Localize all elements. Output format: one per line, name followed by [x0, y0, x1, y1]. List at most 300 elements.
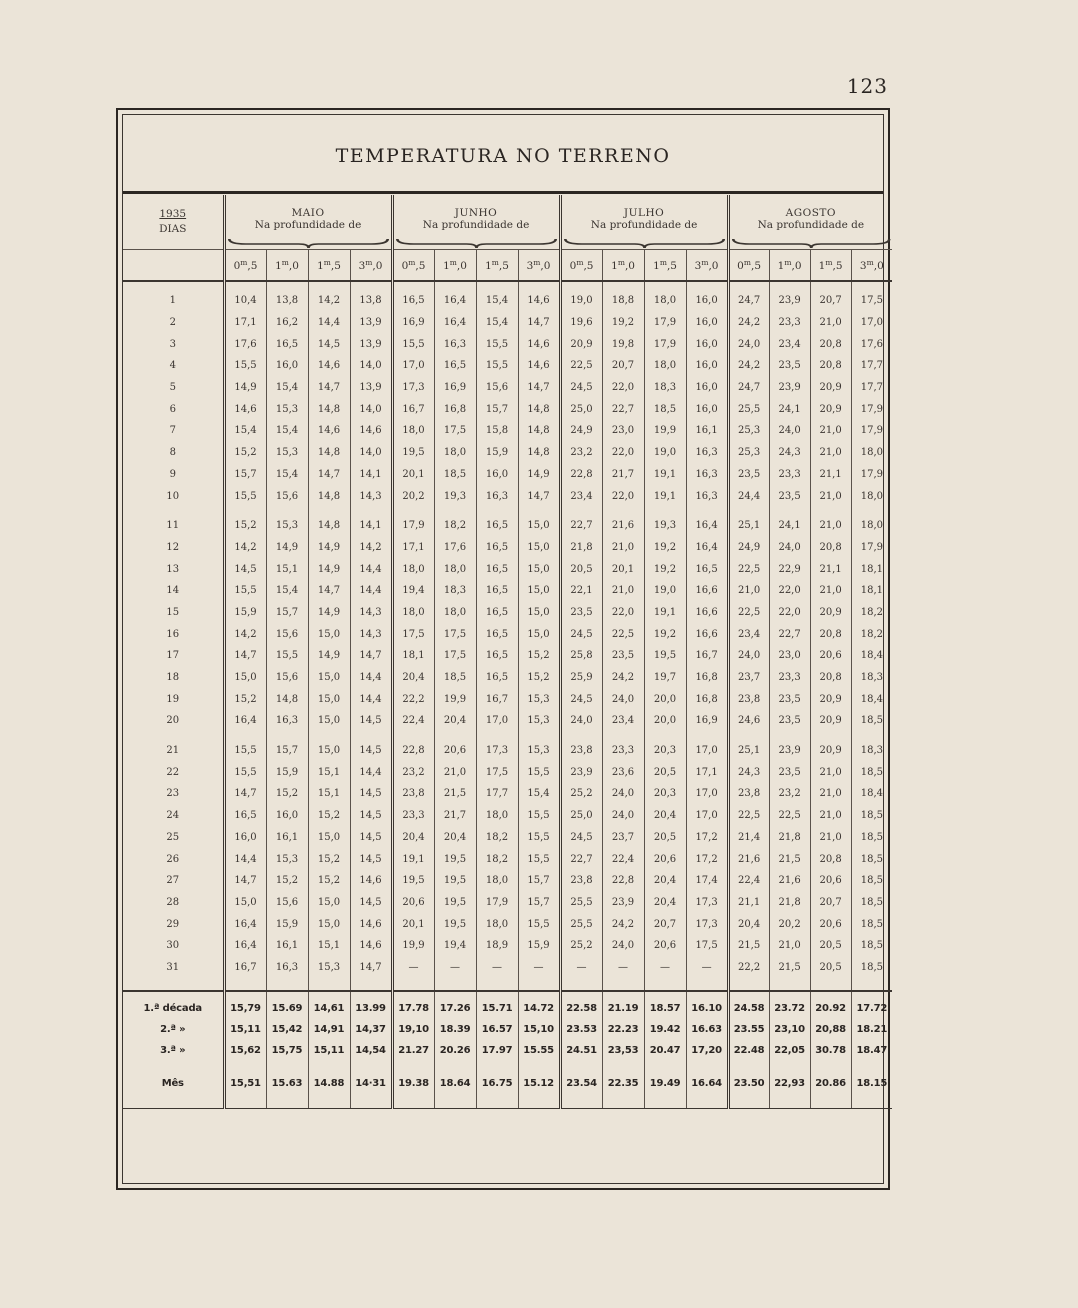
- day-cell: 11: [166, 520, 180, 532]
- temperature-cell: 19,5: [644, 645, 686, 667]
- temperature-cell: 24,4: [728, 485, 769, 507]
- spacer-cell: [769, 281, 810, 290]
- depth-unit: m: [825, 258, 833, 267]
- temperature-cell: 15,4: [266, 377, 308, 399]
- temperature-cell: 15,0: [224, 892, 266, 914]
- temperature-cell: 15,5: [266, 645, 308, 667]
- temperature-cell: 14,5: [350, 740, 392, 762]
- temperature-cell: 20,4: [644, 805, 686, 827]
- temperature-cell: 15,0: [308, 740, 350, 762]
- temperature-cell: 22,0: [602, 602, 644, 624]
- temperature-cell: 14,7: [224, 870, 266, 892]
- temperature-cell: 15,5: [518, 848, 560, 870]
- temperature-cell: 15,4: [518, 783, 560, 805]
- temperature-cell: 14,5: [350, 805, 392, 827]
- temperature-cell: 14,4: [350, 688, 392, 710]
- summary-row: [123, 1019, 892, 1040]
- temperature-cell: 15,5: [224, 580, 266, 602]
- temperature-cell: 21,0: [602, 580, 644, 602]
- temperature-cell: 18,5: [434, 464, 476, 486]
- depth-unit: m: [576, 258, 584, 267]
- temperature-cell: 14,6: [518, 290, 560, 312]
- spacer-cell: [434, 1094, 476, 1109]
- temperature-cell: 20,1: [392, 913, 434, 935]
- temperature-cell: 19,1: [644, 485, 686, 507]
- temperature-cell: 16,8: [686, 688, 728, 710]
- temperature-cell: 21,6: [769, 870, 810, 892]
- day-cell: 13: [166, 563, 180, 575]
- temperature-cell: 14,4: [224, 848, 266, 870]
- temperature-cell: 22,0: [769, 602, 810, 624]
- temperature-cell: 20,1: [602, 558, 644, 580]
- temperature-cell: 14,7: [518, 377, 560, 399]
- temperature-cell: 14,4: [350, 761, 392, 783]
- temperature-cell: 16,5: [266, 333, 308, 355]
- spacer-cell: [224, 1094, 266, 1109]
- day-cell: 4: [169, 360, 176, 372]
- temperature-cell: 16,4: [224, 935, 266, 957]
- summary-cell: 22,93: [769, 1073, 810, 1094]
- table-row: [123, 623, 892, 645]
- temperature-cell: 20,9: [810, 398, 851, 420]
- brace-icon: [560, 237, 728, 250]
- spacer-cell: [476, 281, 518, 290]
- temperature-cell: 16,0: [476, 464, 518, 486]
- spacer-cell: [602, 978, 644, 991]
- temperature-cell: 14,0: [350, 398, 392, 420]
- temperature-cell: 21,0: [810, 312, 851, 334]
- spacer-cell: [810, 732, 851, 740]
- depth-whole: 0: [569, 260, 577, 272]
- temperature-cell: 23,9: [769, 377, 810, 399]
- temperature-cell: 23,8: [560, 740, 602, 762]
- day-cell: 18: [166, 672, 180, 684]
- temperature-cell: 16,5: [434, 355, 476, 377]
- depth-unit: m: [240, 258, 248, 267]
- temperature-cell: 19,4: [392, 580, 434, 602]
- brace-icon: [392, 237, 560, 250]
- temperature-cell: 20,8: [810, 333, 851, 355]
- temperature-cell: 16,1: [686, 420, 728, 442]
- summary-cell: 14,54: [350, 1040, 392, 1061]
- depth-whole: 1: [485, 260, 492, 272]
- table-row: [123, 710, 892, 732]
- temperature-cell: 19,5: [392, 442, 434, 464]
- spacer-cell: [769, 507, 810, 515]
- depth-unit: m: [866, 258, 874, 267]
- temperature-cell: 18,5: [851, 870, 892, 892]
- day-cell: 1: [169, 295, 176, 307]
- temperature-cell: 23,5: [769, 355, 810, 377]
- temperature-cell: 24,0: [602, 935, 644, 957]
- table-row: [123, 398, 892, 420]
- brace-icon: [728, 237, 892, 250]
- temperature-cell: 22,7: [769, 623, 810, 645]
- temperature-cell: 17,9: [644, 312, 686, 334]
- temperature-cell: 15,6: [266, 667, 308, 689]
- depth-column-header: [224, 250, 266, 282]
- day-cell: 15: [166, 606, 180, 618]
- temperature-cell: 20,6: [810, 870, 851, 892]
- temperature-cell: 14,7: [308, 464, 350, 486]
- temperature-cell: 23,2: [769, 783, 810, 805]
- summary-cell: 20.26: [434, 1040, 476, 1061]
- table-row: [123, 688, 892, 710]
- summary-cell: 23,10: [769, 1019, 810, 1040]
- temperature-cell: 13,8: [350, 290, 392, 312]
- table-row: [123, 783, 892, 805]
- table-row: [123, 667, 892, 689]
- temperature-cell: 17,6: [434, 537, 476, 559]
- temperature-cell: 18,0: [644, 290, 686, 312]
- temperature-cell: 15,6: [476, 377, 518, 399]
- temperature-cell: 16,5: [686, 558, 728, 580]
- temperature-cell: 22,7: [602, 398, 644, 420]
- temperature-cell: 16,5: [476, 580, 518, 602]
- spacer-cell: [434, 1061, 476, 1073]
- temperature-cell: 15,3: [266, 848, 308, 870]
- temperature-cell: 17,6: [851, 333, 892, 355]
- spacer-cell: [728, 732, 769, 740]
- depth-unit: m: [323, 258, 331, 267]
- temperature-cell: 16,3: [686, 442, 728, 464]
- temperature-cell: 22,5: [560, 355, 602, 377]
- temperature-cell: 20,2: [392, 485, 434, 507]
- temperature-cell: —: [644, 957, 686, 979]
- summary-cell: 21.19: [602, 991, 644, 1019]
- row-spacer: [123, 732, 892, 740]
- day-cell: 9: [169, 468, 176, 480]
- depth-fraction: ,5: [750, 260, 762, 272]
- table-row: [123, 848, 892, 870]
- temperature-cell: 16,0: [686, 355, 728, 377]
- temperature-cell: 23,5: [769, 485, 810, 507]
- temperature-cell: 23,3: [769, 312, 810, 334]
- day-cell: 2: [169, 317, 176, 329]
- depth-unit: m: [533, 258, 541, 267]
- temperature-cell: 16,3: [686, 464, 728, 486]
- temperature-cell: 14,0: [350, 442, 392, 464]
- title-rule: [123, 191, 883, 194]
- day-cell: 22: [166, 766, 180, 778]
- temperature-cell: 15,5: [518, 827, 560, 849]
- month-header: JUNHO: [392, 195, 560, 219]
- spacer-cell: [851, 732, 892, 740]
- temperature-cell: 15,9: [518, 935, 560, 957]
- summary-cell: 24.58: [728, 991, 769, 1019]
- spacer-cell: [308, 978, 350, 991]
- temperature-cell: 21,0: [810, 442, 851, 464]
- depth-unit: m: [784, 258, 792, 267]
- temperature-cell: 17,6: [224, 333, 266, 355]
- temperature-cell: 15,7: [518, 870, 560, 892]
- summary-cell: 20.92: [810, 991, 851, 1019]
- spacer-cell: [308, 507, 350, 515]
- summary-cell: 18.64: [434, 1073, 476, 1094]
- temperature-cell: 18,0: [392, 602, 434, 624]
- temperature-cell: 20,9: [560, 333, 602, 355]
- temperature-cell: 18,0: [392, 420, 434, 442]
- depth-whole: 3: [694, 260, 702, 272]
- temperature-cell: 23,4: [769, 333, 810, 355]
- summary-cell: 15,75: [266, 1040, 308, 1061]
- spacer-cell: [266, 507, 308, 515]
- spacer-cell: [560, 978, 602, 991]
- temperature-cell: 24,5: [560, 688, 602, 710]
- temperature-cell: 16,3: [434, 333, 476, 355]
- day-cell: 6: [169, 403, 176, 415]
- temperature-cell: 24,2: [602, 913, 644, 935]
- temperature-cell: 24,0: [560, 710, 602, 732]
- depth-unit: m: [365, 258, 373, 267]
- depth-whole: 0: [233, 260, 241, 272]
- temperature-cell: 23,8: [560, 870, 602, 892]
- spacer-cell: [560, 281, 602, 290]
- temperature-cell: 19,2: [644, 537, 686, 559]
- temperature-cell: 24,3: [728, 761, 769, 783]
- temperature-cell: 14,7: [518, 312, 560, 334]
- temperature-cell: 16,9: [392, 312, 434, 334]
- spacer-cell: [392, 1061, 434, 1073]
- temperature-cell: 21,0: [810, 761, 851, 783]
- temperature-cell: 20,6: [434, 740, 476, 762]
- spacer-cell: [728, 507, 769, 515]
- temperature-cell: 21,5: [434, 783, 476, 805]
- temperature-cell: 20,6: [810, 645, 851, 667]
- summary-label: 3.ª »: [160, 1045, 186, 1057]
- temperature-cell: 15,0: [518, 558, 560, 580]
- temperature-cell: 14,5: [350, 848, 392, 870]
- summary-cell: 15,11: [308, 1040, 350, 1061]
- spacer-cell: [266, 281, 308, 290]
- temperature-cell: 14,5: [350, 783, 392, 805]
- temperature-cell: 24,0: [602, 805, 644, 827]
- spacer-cell: [123, 732, 224, 740]
- year-dias-header: [123, 195, 224, 250]
- spacer-cell: [686, 281, 728, 290]
- temperature-cell: 14,5: [308, 333, 350, 355]
- year-label: 1935: [159, 208, 187, 220]
- spacer-cell: [644, 978, 686, 991]
- temperature-cell: 14,2: [350, 537, 392, 559]
- temperature-cell: 23,5: [560, 602, 602, 624]
- temperature-cell: 23,0: [602, 420, 644, 442]
- temperature-cell: 14,7: [350, 645, 392, 667]
- summary-cell: 22,05: [769, 1040, 810, 1061]
- summary-cell: 22.23: [602, 1019, 644, 1040]
- temperature-cell: 15,6: [266, 892, 308, 914]
- spacer-cell: [266, 978, 308, 991]
- table-row: [123, 420, 892, 442]
- spacer-cell: [769, 1061, 810, 1073]
- temperature-cell: 25,5: [560, 892, 602, 914]
- summary-cell: 15.55: [518, 1040, 560, 1061]
- temperature-cell: 16,5: [224, 805, 266, 827]
- temperature-cell: 19,5: [434, 848, 476, 870]
- spacer-cell: [434, 507, 476, 515]
- temperature-cell: 18,5: [851, 935, 892, 957]
- table-inner-frame: [122, 114, 888, 1184]
- depth-fraction: ,0: [873, 260, 884, 272]
- temperature-cell: 20,8: [810, 623, 851, 645]
- temperature-cell: 24,7: [728, 290, 769, 312]
- temperature-cell: 20,7: [644, 913, 686, 935]
- depth-unit: m: [449, 258, 457, 267]
- temperature-cell: 23,6: [602, 761, 644, 783]
- temperature-cell: 14,5: [350, 892, 392, 914]
- temperature-cell: 21,0: [728, 580, 769, 602]
- temperature-cell: 15,6: [266, 485, 308, 507]
- temperature-cell: 16,1: [266, 827, 308, 849]
- day-cell: 30: [166, 940, 180, 952]
- temperature-cell: 24,3: [769, 442, 810, 464]
- temperature-cell: 16,0: [266, 355, 308, 377]
- depth-unit: m: [701, 258, 709, 267]
- depth-column-header: [350, 250, 392, 282]
- temperature-cell: 16,3: [476, 485, 518, 507]
- spacer-cell: [308, 1094, 350, 1109]
- depth-fraction: ,5: [415, 260, 426, 272]
- spacer-cell: [686, 1061, 728, 1073]
- day-cell: 17: [166, 650, 180, 662]
- spacer-cell: [602, 732, 644, 740]
- summary-cell: 15.69: [266, 991, 308, 1019]
- temperature-cell: 19,6: [560, 312, 602, 334]
- temperature-cell: 16,4: [224, 710, 266, 732]
- temperature-cell: 15,9: [476, 442, 518, 464]
- temperature-cell: 23,7: [728, 667, 769, 689]
- depth-unit: m: [743, 258, 751, 267]
- temperature-cell: 14,7: [308, 580, 350, 602]
- day-cell: 16: [166, 628, 180, 640]
- temperature-cell: 17,7: [476, 783, 518, 805]
- temperature-table: [123, 195, 892, 1109]
- temperature-cell: 14,8: [518, 442, 560, 464]
- temperature-cell: 15,3: [266, 515, 308, 537]
- temperature-cell: 17,5: [392, 623, 434, 645]
- temperature-cell: 17,9: [851, 537, 892, 559]
- spacer-cell: [644, 1094, 686, 1109]
- temperature-cell: 20,4: [392, 827, 434, 849]
- depth-whole: 1: [275, 260, 282, 272]
- summary-cell: 15,51: [224, 1073, 266, 1094]
- temperature-cell: 18,0: [434, 558, 476, 580]
- temperature-cell: 24,2: [602, 667, 644, 689]
- temperature-cell: —: [560, 957, 602, 979]
- temperature-cell: 24,1: [769, 398, 810, 420]
- summary-row: [123, 1073, 892, 1094]
- temperature-cell: 19,5: [434, 870, 476, 892]
- summary-cell: 23.53: [560, 1019, 602, 1040]
- spacer-cell: [476, 1061, 518, 1073]
- summary-cell: 15,42: [266, 1019, 308, 1040]
- row-spacer: [123, 1094, 892, 1109]
- month-header: JULHO: [560, 195, 728, 219]
- temperature-cell: 20,7: [602, 355, 644, 377]
- temperature-cell: 17,5: [434, 623, 476, 645]
- spacer-cell: [266, 732, 308, 740]
- dias-label: DIAS: [159, 223, 187, 235]
- temperature-cell: 18,4: [851, 645, 892, 667]
- table-row: [123, 333, 892, 355]
- temperature-cell: 16,7: [686, 645, 728, 667]
- spacer-cell: [644, 507, 686, 515]
- temperature-cell: 14,6: [350, 420, 392, 442]
- spacer-cell: [602, 281, 644, 290]
- temperature-cell: 14,8: [266, 688, 308, 710]
- temperature-cell: 16,0: [686, 398, 728, 420]
- temperature-cell: 15,5: [392, 333, 434, 355]
- depth-whole: 3: [526, 260, 534, 272]
- temperature-cell: 24,7: [728, 377, 769, 399]
- depth-column-header: [728, 250, 769, 282]
- depth-fraction: ,5: [247, 260, 258, 272]
- temperature-cell: 14,6: [350, 870, 392, 892]
- summary-cell: 18.15: [851, 1073, 892, 1094]
- summary-cell: 15.71: [476, 991, 518, 1019]
- summary-cell: 14,61: [308, 991, 350, 1019]
- temperature-cell: 22,4: [602, 848, 644, 870]
- spacer-cell: [644, 281, 686, 290]
- temperature-cell: 19,0: [644, 442, 686, 464]
- temperature-cell: 14,6: [350, 935, 392, 957]
- temperature-cell: 15,0: [308, 913, 350, 935]
- spacer-cell: [392, 732, 434, 740]
- temperature-cell: 18,0: [434, 442, 476, 464]
- row-spacer: [123, 1061, 892, 1073]
- temperature-cell: 18,5: [851, 848, 892, 870]
- temperature-cell: 16,3: [686, 485, 728, 507]
- spacer-cell: [350, 1061, 392, 1073]
- temperature-cell: 19,5: [434, 892, 476, 914]
- temperature-cell: 17,5: [476, 761, 518, 783]
- temperature-cell: 23,5: [728, 464, 769, 486]
- temperature-cell: 18,5: [851, 761, 892, 783]
- spacer-cell: [602, 507, 644, 515]
- temperature-cell: 21,4: [728, 827, 769, 849]
- temperature-cell: 18,5: [851, 827, 892, 849]
- summary-cell: 23.55: [728, 1019, 769, 1040]
- temperature-cell: —: [518, 957, 560, 979]
- temperature-cell: 18,1: [851, 558, 892, 580]
- temperature-cell: 15,0: [518, 602, 560, 624]
- summary-cell: 14.72: [518, 991, 560, 1019]
- temperature-cell: 14,9: [224, 377, 266, 399]
- depth-fraction: ,0: [791, 260, 802, 272]
- temperature-cell: 16,4: [686, 537, 728, 559]
- summary-cell: 23.54: [560, 1073, 602, 1094]
- temperature-cell: 14,8: [308, 515, 350, 537]
- temperature-cell: 19,1: [392, 848, 434, 870]
- temperature-cell: 22,5: [728, 805, 769, 827]
- temperature-cell: 14,5: [350, 710, 392, 732]
- temperature-cell: 18,8: [602, 290, 644, 312]
- temperature-cell: 25,1: [728, 740, 769, 762]
- temperature-cell: 19,8: [602, 333, 644, 355]
- spacer-cell: [476, 1094, 518, 1109]
- spacer-cell: [518, 732, 560, 740]
- summary-cell: 16.10: [686, 991, 728, 1019]
- temperature-cell: 15,7: [476, 398, 518, 420]
- spacer-cell: [434, 978, 476, 991]
- temperature-cell: 21,6: [728, 848, 769, 870]
- spacer-cell: [224, 281, 266, 290]
- temperature-cell: 14,1: [350, 464, 392, 486]
- temperature-cell: 20,5: [810, 935, 851, 957]
- temperature-cell: 17,5: [434, 420, 476, 442]
- brace-icon: [224, 237, 392, 250]
- spacer-cell: [769, 732, 810, 740]
